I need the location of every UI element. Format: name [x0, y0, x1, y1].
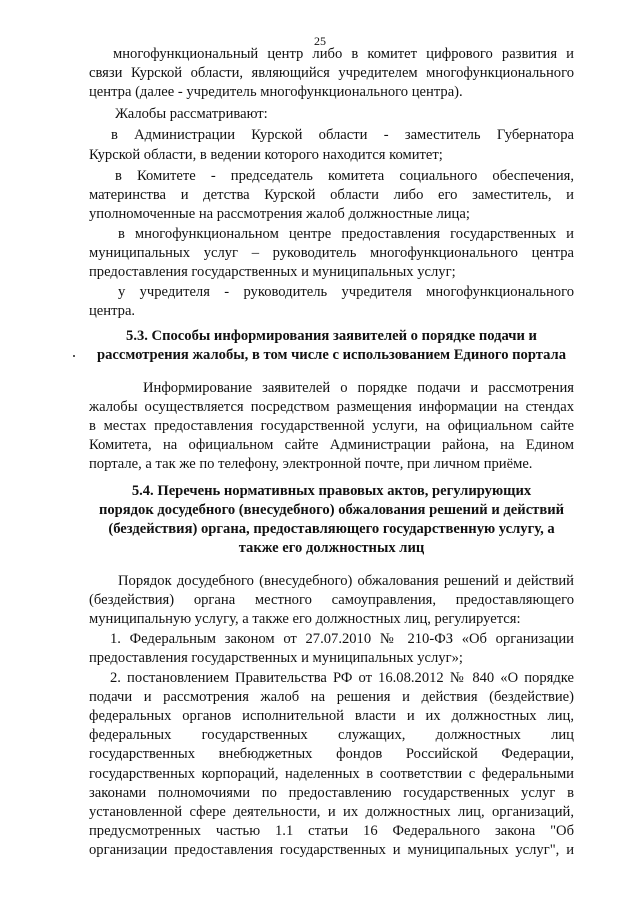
text-line: предоставления государственных и муниципальных услуг»;: [89, 650, 463, 666]
text-line: у учредителя - руководитель учредителя многофункционального: [118, 284, 574, 300]
text-line: Курской области, в ведении которого находится комитет;: [89, 147, 443, 163]
text-line: Жалобы рассматривают:: [115, 106, 268, 122]
text-line: портале, а так же по телефону, электронной почте, при личном приёме.: [89, 456, 533, 472]
text-line: 2. постановлением Правительства РФ от 16.08.2012 № 840 «О порядке: [110, 670, 574, 686]
text-line: центра.: [89, 303, 136, 319]
text-line: в многофункциональном центре предоставления государственных и: [118, 226, 574, 242]
section-heading: рассмотрения жалобы, в том числе с использованием Единого портала: [96, 347, 567, 363]
text-line: предусмотренных частью 1.1 статьи 16 Федерального закона "Об: [89, 823, 574, 839]
text-line: Комитета, на официальном сайте Администрации района, на Едином: [89, 437, 574, 453]
text-line: многофункциональный центр либо в комитет цифрового развития и: [113, 46, 574, 62]
text-line: муниципальных услуг – руководитель многофункционального центра: [89, 245, 574, 261]
scan-speck: [73, 355, 75, 357]
text-line: организации предоставления государственных и муниципальных услуг", и: [89, 842, 574, 858]
text-line: жалобы осуществляется посредством размещения информации на стендах: [89, 399, 574, 415]
text-line: центра (далее - учредитель многофункционального центра).: [89, 84, 463, 100]
text-line: государственных внебюджетных фондов Российской Федерации,: [89, 746, 574, 762]
text-line: государственных корпораций, наделенных в соответствии с федеральными: [89, 766, 574, 782]
page-number: 25: [314, 34, 326, 48]
text-line: законами полномочиями по предоставлению государственных услуг в: [89, 785, 574, 801]
text-line: подачи и рассмотрения жалоб на решения и действия (бездействие): [89, 689, 574, 705]
text-line: связи Курской области, являющийся учредителем многофункционального: [89, 65, 574, 81]
text-line: муниципальную услугу, а также его должностных лиц, регулируется:: [89, 611, 521, 627]
text-line: предоставления государственных и муниципальных услуг;: [89, 264, 456, 280]
text-line: 1. Федеральным законом от 27.07.2010 № 210-ФЗ «Об организации: [110, 631, 574, 647]
text-line: в Администрации Курской области - заместитель Губернатора: [111, 127, 574, 143]
text-line: материнства и детства Курской области либо его заместитель, и: [89, 187, 574, 203]
text-line: Порядок досудебного (внесудебного) обжалования решений и действий: [118, 573, 574, 589]
text-line: в местах предоставления государственной услуги, на официальном сайте: [89, 418, 574, 434]
text-line: федеральных органов исполнительной власти и их должностных лиц,: [89, 708, 574, 724]
text-line: уполномоченные на рассмотрения жалоб должностные лица;: [89, 206, 470, 222]
section-heading: также его должностных лиц: [238, 540, 425, 556]
text-line: Информирование заявителей о порядке подачи и рассмотрения: [143, 380, 574, 396]
text-line: установленной сфере деятельности, и их должностных лиц, организаций,: [89, 804, 574, 820]
text-line: в Комитете - председатель комитета социального обеспечения,: [115, 168, 574, 184]
text-line: федеральных государственных служащих, должностных лиц: [89, 727, 574, 743]
section-heading: 5.4. Перечень нормативных правовых актов, регулирующих: [131, 483, 532, 499]
section-heading: порядок досудебного (внесудебного) обжалования решений и действий: [98, 502, 565, 518]
section-heading: (бездействия) органа, предоставляющего государственную услугу, а: [108, 521, 555, 537]
section-heading: 5.3. Способы информирования заявителей о порядке подачи и: [126, 328, 537, 344]
text-line: (бездействия) органа местного самоуправления, предоставляющего: [89, 592, 574, 608]
